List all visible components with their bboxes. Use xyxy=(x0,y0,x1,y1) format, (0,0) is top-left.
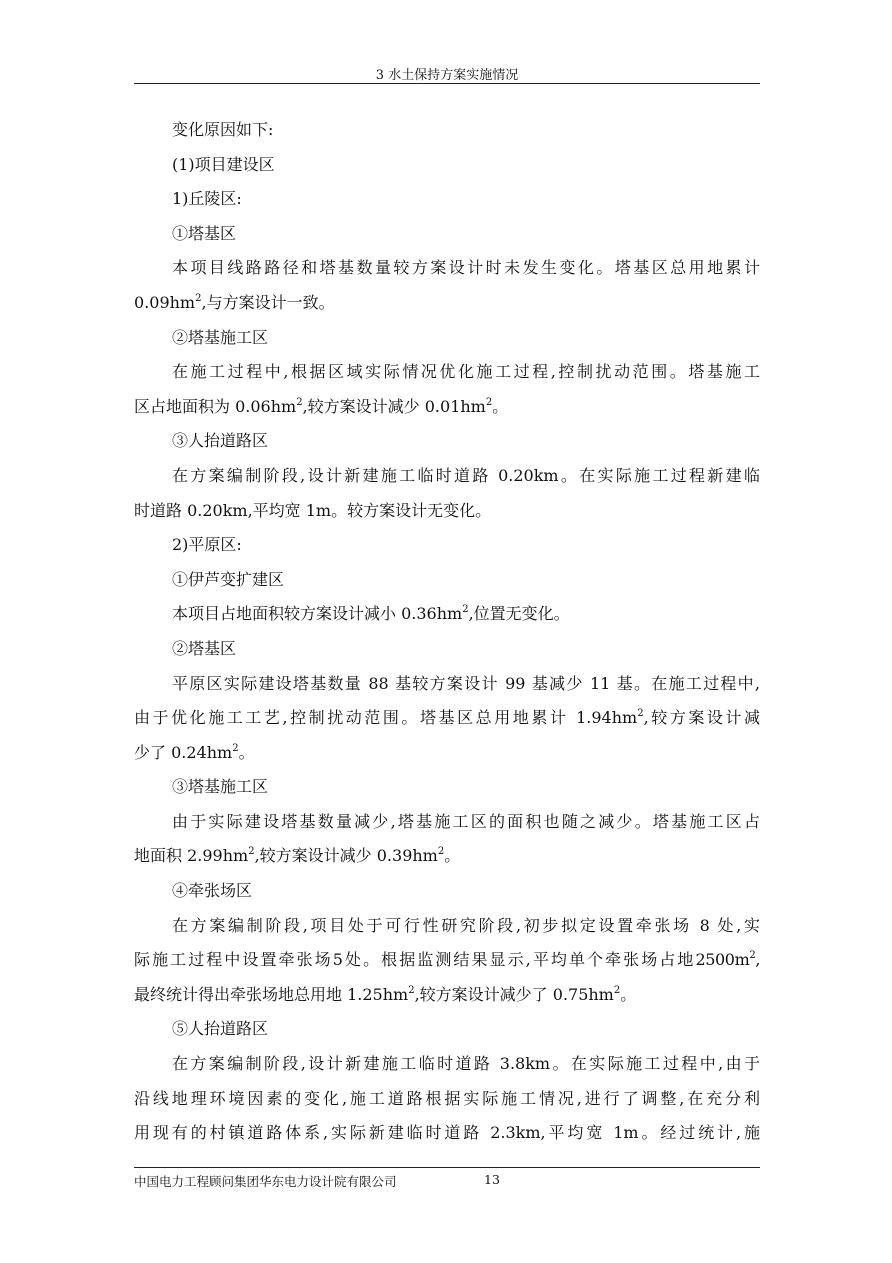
paragraph-line: 沿线地理环境因素的变化,施工道路根据实际施工情况,进行了调整,在充分利 xyxy=(134,1088,760,1108)
footer-company: 中国电力工程顾问集团华东电力设计院有限公司 xyxy=(134,1174,397,1189)
paragraph-line: 际施工过程中设置牵张场5处。根据监测结果显示,平均单个牵张场占地$2500m^2$, xyxy=(134,950,760,970)
paragraph-line: 时道路 0.20km,平均宽 1m。较方案设计无变化。 xyxy=(134,500,492,520)
paragraph-line: 最终统计得出牵张场地总用地 $1.25hm^2$,较方案设计减少了 $0.75hm^2$。 xyxy=(134,984,637,1004)
item-heading: ⑤人抬道路区 xyxy=(172,1019,269,1039)
paragraph-line: 区占地面积为 $0.06hm^2$,较方案设计减少 $0.01hm^2$。 xyxy=(134,396,509,416)
paragraph-line: $0.09hm^2$,与方案设计一致。 xyxy=(134,292,335,312)
paragraph-line: 本项目线路路径和塔基数量较方案设计时未发生变化。塔基区总用地累计 xyxy=(172,258,760,278)
item-heading: ③人抬道路区 xyxy=(172,431,269,451)
paragraph-line: 在方案编制阶段,设计新建施工临时道路 3.8km。在实际施工过程中,由于 xyxy=(172,1054,760,1074)
running-header: 3 水土保持方案实施情况 xyxy=(375,68,519,83)
subsection-heading: 1)丘陵区: xyxy=(172,189,242,209)
footer-rule xyxy=(134,1167,760,1168)
paragraph-line: 在方案编制阶段,项目处于可行性研究阶段,初步拟定设置牵张场 8 处,实 xyxy=(172,915,760,935)
page-number: 13 xyxy=(484,1172,500,1187)
paragraph-line: 用现有的村镇道路体系,实际新建临时道路 2.3km,平均宽 1m。经过统计,施 xyxy=(134,1123,760,1143)
paragraph-line: 在方案编制阶段,设计新建施工临时道路 0.20km。在实际施工过程新建临 xyxy=(172,465,760,485)
document-body xyxy=(134,113,760,1151)
subsection-heading: 2)平原区: xyxy=(172,535,242,555)
item-heading: ②塔基施工区 xyxy=(172,327,269,347)
paragraph-line: 本项目占地面积较方案设计减小 $0.36hm^2$,位置无变化。 xyxy=(172,604,570,624)
paragraph-line: 地面积 $2.99hm^2$,较方案设计减少 $0.39hm^2$。 xyxy=(134,846,461,866)
paragraph: 变化原因如下: xyxy=(172,120,274,139)
item-heading: ①塔基区 xyxy=(172,223,237,243)
paragraph-line: 平原区实际建设塔基数量 88 基较方案设计 99 基减少 11 基。在施工过程中, xyxy=(172,673,760,693)
paragraph-line: 由于实际建设塔基数量减少,塔基施工区的面积也随之减少。塔基施工区占 xyxy=(172,811,760,831)
paragraph-line: 少了 $0.24hm^2$。 xyxy=(134,742,255,762)
paragraph-line: 在施工过程中,根据区域实际情况优化施工过程,控制扰动范围。塔基施工 xyxy=(172,362,760,382)
item-heading: ③塔基施工区 xyxy=(172,777,269,797)
item-heading: ②塔基区 xyxy=(172,638,237,658)
item-heading: ①伊芦变扩建区 xyxy=(172,569,285,589)
item-heading: ④牵张场区 xyxy=(172,881,253,901)
header-rule xyxy=(134,83,760,84)
section-heading: (1)项目建设区 xyxy=(172,154,275,174)
paragraph-line: 由于优化施工工艺,控制扰动范围。塔基区总用地累计 $1.94hm^2$,较方案设计减 xyxy=(134,708,760,728)
